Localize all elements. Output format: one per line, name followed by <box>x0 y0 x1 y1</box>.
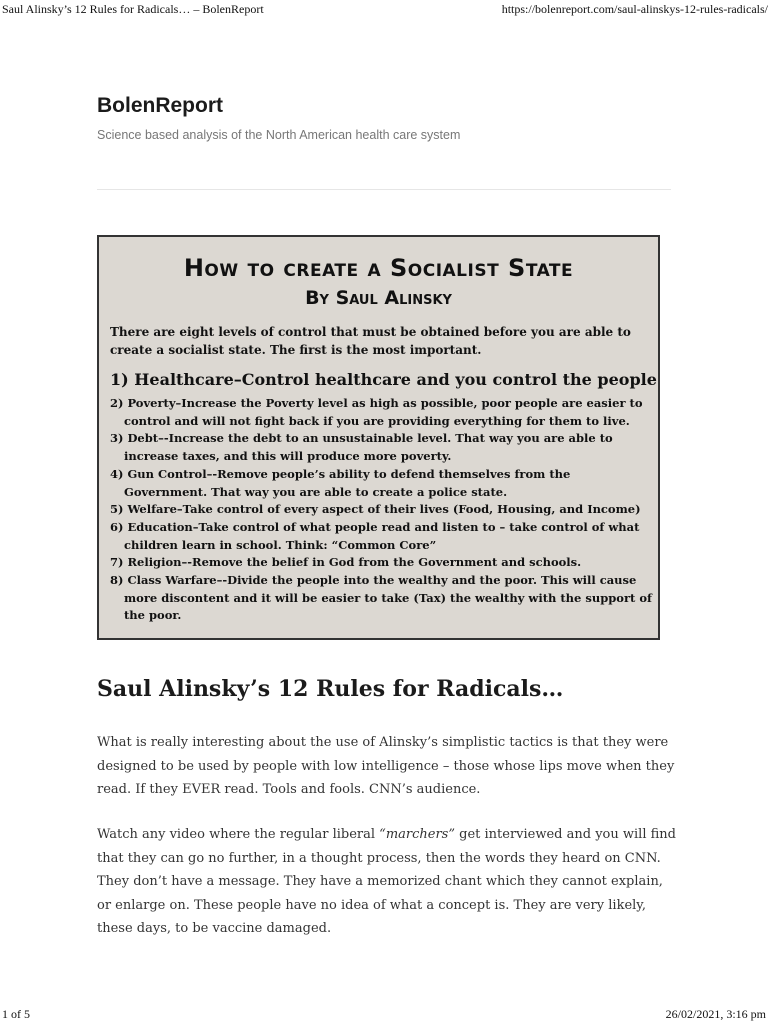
paragraph-text: get interviewed and you will find that they can go no further, in a thought process, then the words they heard on CNN. They don’t have a message. They have a memorized chant which they cannot explain, or enlarge on. These people have no idea of what a concept is. They are very likely, these days, to be vaccine damaged. <box>97 827 676 936</box>
print-footer <box>0 1004 768 1024</box>
print-date: 26/02/2021, 3:16 pm <box>665 1007 766 1021</box>
poster-intro: There are eight levels of control that must be obtained before you are able to create a socialist state. The first is the most important. <box>110 325 631 357</box>
page-number: 1 of 5 <box>2 1007 30 1021</box>
poster-list <box>110 395 655 625</box>
socialist-state-poster-image <box>97 235 660 640</box>
print-header <box>0 0 768 18</box>
poster-list-item: 5) Welfare–Take control of every aspect of their lives (Food, Housing, and Income) <box>110 502 641 517</box>
article-paragraph-1: What is really interesting about the use of Alinsky’s simplistic tactics is that they were designed to be used by people with low intelligence – those whose lips move when they read. If they EVER read. Tools and fools. CNN’s audience. <box>97 735 675 797</box>
poster-list-item: 6) Education–Take control of what people read and listen to – take control of what children learn in school. Think: “Common Core” <box>110 519 640 552</box>
site-description: Science based analysis of the North American health care system <box>97 128 461 142</box>
site-title[interactable]: BolenReport <box>97 94 223 117</box>
print-page-title: Saul Alinsky’s 12 Rules for Radicals… – BolenReport <box>2 2 264 16</box>
poster-list-item: 4) Gun Control–-Remove people’s ability to defend themselves from the Government. That way you are able to create a police state. <box>110 466 571 499</box>
poster-list-item: 8) Class Warfare–-Divide the people into the wealthy and the poor. This will cause more discontent and it will be easier to take (Tax) the wealthy with the support of the poor. <box>110 573 652 623</box>
header-divider <box>97 189 671 190</box>
paragraph-text: Watch any video where the regular liberal <box>97 827 380 842</box>
poster-title: How to create a Socialist State <box>183 254 574 282</box>
marchers-emphasis: “marchers” <box>379 827 455 842</box>
poster-list-item: 7) Religion–-Remove the belief in God from the Government and schools. <box>110 555 582 570</box>
poster-lead-item: 1) Healthcare–Control healthcare and you control the people <box>110 370 657 389</box>
article-paragraph-2 <box>97 823 677 941</box>
poster-byline: By Saul Alinsky <box>305 287 452 309</box>
poster-list-item: 2) Poverty–Increase the Poverty level as high as possible, poor people are easier to control and will not fight back if you are providing everything for them to live. <box>110 396 643 428</box>
poster-list-item: 3) Debt–-Increase the debt to an unsustainable level. That way you are able to increase taxes, and this will produce more poverty. <box>110 431 613 464</box>
article-title: Saul Alinsky’s 12 Rules for Radicals… <box>97 676 564 702</box>
print-page-url: https://bolenreport.com/saul-alinskys-12-rules-radicals/ <box>501 2 768 16</box>
